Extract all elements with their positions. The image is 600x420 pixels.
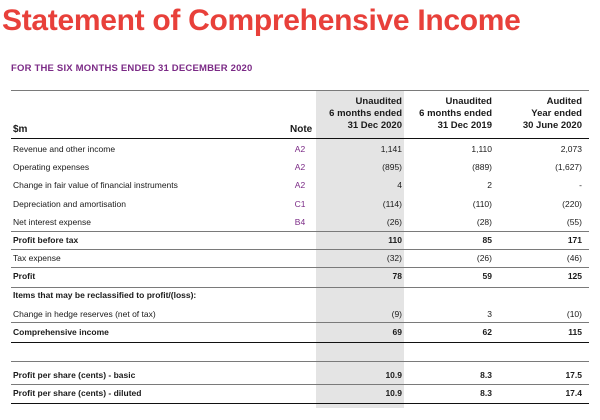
- value-dec-2020: 4: [397, 180, 402, 190]
- row-label: Profit per share (cents) - basic: [13, 370, 136, 380]
- value-dec-2019: 59: [482, 271, 492, 281]
- table-row: [0, 287, 600, 305]
- value-dec-2019: 2: [487, 180, 492, 190]
- value-jun-2020: (1,627): [555, 162, 582, 172]
- col2-header-line3: 31 Dec 2019: [437, 120, 492, 131]
- table-row: [0, 324, 600, 342]
- col1-header-line2: 6 months ended: [329, 108, 402, 119]
- value-dec-2019: (110): [472, 199, 492, 209]
- table-row: [0, 232, 600, 250]
- value-jun-2020: (220): [562, 199, 582, 209]
- value-dec-2020: 10.9: [385, 388, 402, 398]
- value-dec-2020: 1,141: [380, 144, 402, 154]
- period-subtitle: FOR THE SIX MONTHS ENDED 31 DECEMBER 2020: [11, 63, 253, 74]
- row-note: C1: [294, 199, 306, 209]
- col1-header-line3: 31 Dec 2020: [347, 120, 402, 131]
- value-dec-2020: (895): [382, 162, 402, 172]
- col3-header-line2: Year ended: [531, 108, 582, 119]
- table-row: [0, 367, 600, 385]
- value-dec-2020: (9): [391, 309, 402, 319]
- row-label: Operating expenses: [13, 162, 90, 172]
- row-label: Change in fair value of financial instruments: [13, 180, 178, 190]
- row-divider: [11, 361, 589, 362]
- value-dec-2019: (889): [472, 162, 492, 172]
- row-label: Profit: [13, 271, 36, 281]
- currency-header: $m: [13, 124, 28, 135]
- row-label: Tax expense: [13, 253, 61, 263]
- value-dec-2020: (114): [382, 199, 402, 209]
- value-dec-2020: (26): [386, 217, 402, 227]
- col3-header-line1: Audited: [546, 96, 582, 107]
- table-row: [0, 141, 600, 159]
- row-label: Net interest expense: [13, 217, 91, 227]
- top-rule: [11, 90, 589, 91]
- value-jun-2020: 125: [567, 271, 582, 281]
- value-dec-2020: 110: [388, 235, 402, 245]
- row-label: Profit before tax: [13, 235, 79, 245]
- value-jun-2020: 171: [567, 235, 582, 245]
- row-label: Items that may be reclassified to profit/(loss):: [13, 290, 197, 300]
- row-note: A2: [294, 144, 306, 154]
- table-row: [0, 385, 600, 403]
- row-label: Change in hedge reserves (net of tax): [13, 309, 156, 319]
- value-dec-2019: 85: [482, 235, 492, 245]
- value-dec-2019: 62: [482, 327, 492, 337]
- table-row: [0, 250, 600, 268]
- value-dec-2020: 78: [392, 271, 402, 281]
- row-label: Profit per share (cents) - diluted: [13, 388, 142, 398]
- col1-header: [316, 96, 402, 132]
- value-dec-2020: 10.9: [385, 370, 402, 380]
- table-row: [0, 177, 600, 195]
- row-label: Depreciation and amortisation: [13, 199, 126, 209]
- row-label: Comprehensive income: [13, 327, 109, 337]
- value-jun-2020: 17.5: [565, 370, 582, 380]
- row-divider: [11, 342, 589, 343]
- value-jun-2020: 115: [568, 327, 582, 337]
- page-title: Statement of Comprehensive Income: [2, 4, 521, 37]
- note-header: Note: [290, 124, 313, 135]
- col3-header: [496, 96, 582, 132]
- col2-header-line1: Unaudited: [445, 96, 492, 107]
- value-jun-2020: 17.4: [565, 388, 582, 398]
- table-row: [0, 306, 600, 324]
- col1-header-line1: Unaudited: [355, 96, 402, 107]
- value-jun-2020: (10): [566, 309, 582, 319]
- header-rule: [11, 138, 589, 139]
- row-note: A2: [294, 162, 306, 172]
- value-jun-2020: 2,073: [560, 144, 582, 154]
- col2-header: [408, 96, 492, 132]
- value-dec-2019: 3: [487, 309, 492, 319]
- table-row: [0, 159, 600, 177]
- value-dec-2019: 1,110: [471, 144, 492, 154]
- row-divider: [11, 403, 589, 404]
- value-dec-2019: (26): [476, 253, 492, 263]
- value-dec-2020: 69: [392, 327, 402, 337]
- value-dec-2019: 8.3: [480, 370, 492, 380]
- value-dec-2020: (32): [386, 253, 402, 263]
- row-note: B4: [294, 217, 306, 227]
- table-row: [0, 214, 600, 232]
- value-jun-2020: (55): [566, 217, 582, 227]
- value-dec-2019: (28): [476, 217, 492, 227]
- table-row: [0, 196, 600, 214]
- row-note: A2: [294, 180, 306, 190]
- value-dec-2019: 8.3: [480, 388, 492, 398]
- row-label: Revenue and other income: [13, 144, 116, 154]
- value-jun-2020: -: [579, 180, 582, 190]
- col2-header-line2: 6 months ended: [419, 108, 492, 119]
- table-row: [0, 268, 600, 286]
- value-jun-2020: (46): [566, 253, 582, 263]
- col3-header-line3: 30 June 2020: [522, 120, 582, 131]
